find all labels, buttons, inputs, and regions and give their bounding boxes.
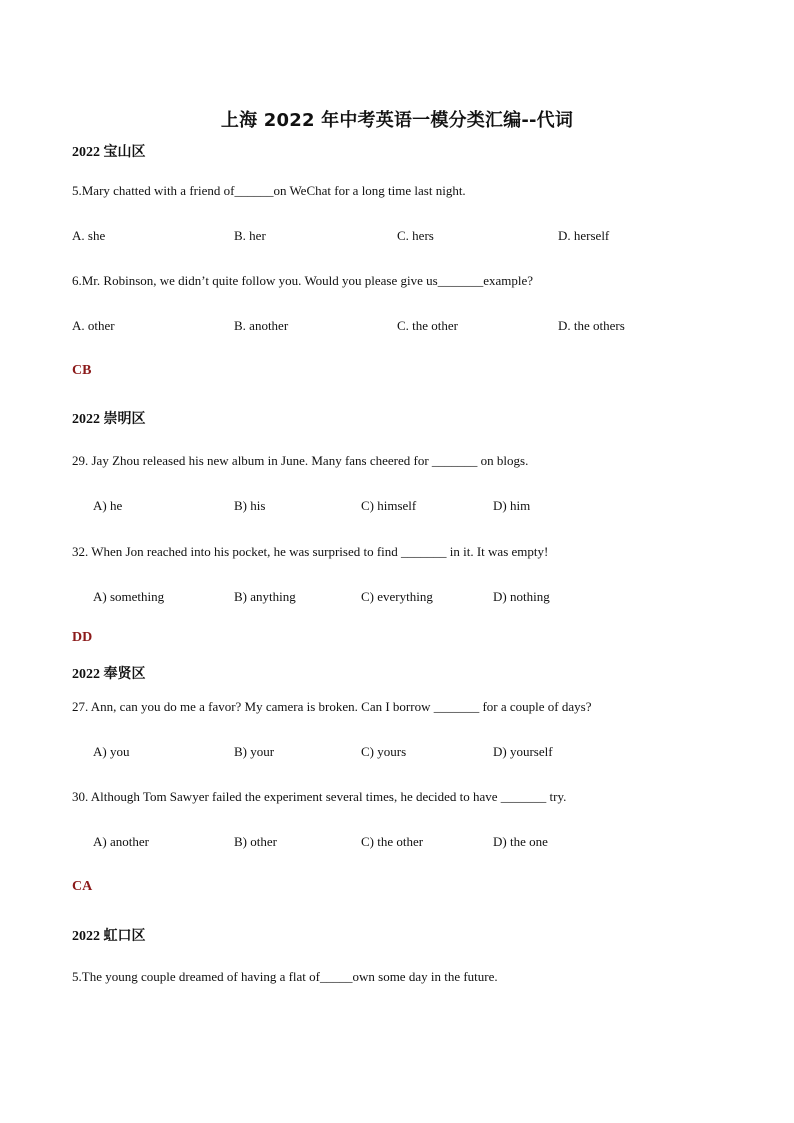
district-heading: 2022 奉贤区 xyxy=(72,667,146,682)
option-b: B) his xyxy=(234,498,266,513)
option-d: D) nothing xyxy=(493,589,550,604)
option-d: D) the one xyxy=(493,834,548,849)
option-c: C) the other xyxy=(361,834,424,849)
district-heading: 2022 崇明区 xyxy=(72,412,146,427)
option-b: B. another xyxy=(234,318,289,333)
question-text: 29. Jay Zhou released his new album in June. Many fans cheered for _______ on blogs. xyxy=(72,453,529,468)
answer-key: CB xyxy=(72,363,92,378)
option-a: A) he xyxy=(93,498,123,513)
option-d: D) him xyxy=(493,498,531,513)
option-c: C) himself xyxy=(361,498,417,513)
option-a: A) you xyxy=(93,744,130,759)
option-c: C) yours xyxy=(361,744,407,759)
question-text: 5.Mary chatted with a friend of______on WeChat for a long time last night. xyxy=(72,183,466,198)
option-b: B) anything xyxy=(234,589,296,604)
option-a: A) another xyxy=(93,834,149,849)
option-d: D. the others xyxy=(558,318,625,333)
option-a: A) something xyxy=(93,589,165,604)
district-heading: 2022 宝山区 xyxy=(72,145,146,160)
option-c: C. hers xyxy=(397,228,434,243)
question-text: 27. Ann, can you do me a favor? My camera is broken. Can I borrow _______ for a couple of days? xyxy=(72,699,592,714)
option-a: A. she xyxy=(72,228,106,243)
option-d: D) yourself xyxy=(493,744,553,759)
option-d: D. herself xyxy=(558,228,610,243)
option-a: A. other xyxy=(72,318,115,333)
option-b: B) other xyxy=(234,834,277,849)
question-text: 6.Mr. Robinson, we didn’t quite follow you. Would you please give us_______example? xyxy=(72,273,534,288)
option-b: B) your xyxy=(234,744,275,759)
answer-key: DD xyxy=(72,630,93,645)
option-c: C. the other xyxy=(397,318,459,333)
answer-key: CA xyxy=(72,879,93,894)
option-b: B. her xyxy=(234,228,266,243)
document-title: 上海 2022 年中考英语一模分类汇编--代词 xyxy=(220,110,574,131)
question-text: 30. Although Tom Sawyer failed the experiment several times, he decided to have _______ try. xyxy=(72,789,567,804)
option-c: C) everything xyxy=(361,589,433,604)
question-text: 32. When Jon reached into his pocket, he was surprised to find _______ in it. It was empty! xyxy=(72,544,549,559)
district-heading: 2022 虹口区 xyxy=(72,929,146,944)
question-text: 5.The young couple dreamed of having a flat of_____own some day in the future. xyxy=(72,969,498,984)
